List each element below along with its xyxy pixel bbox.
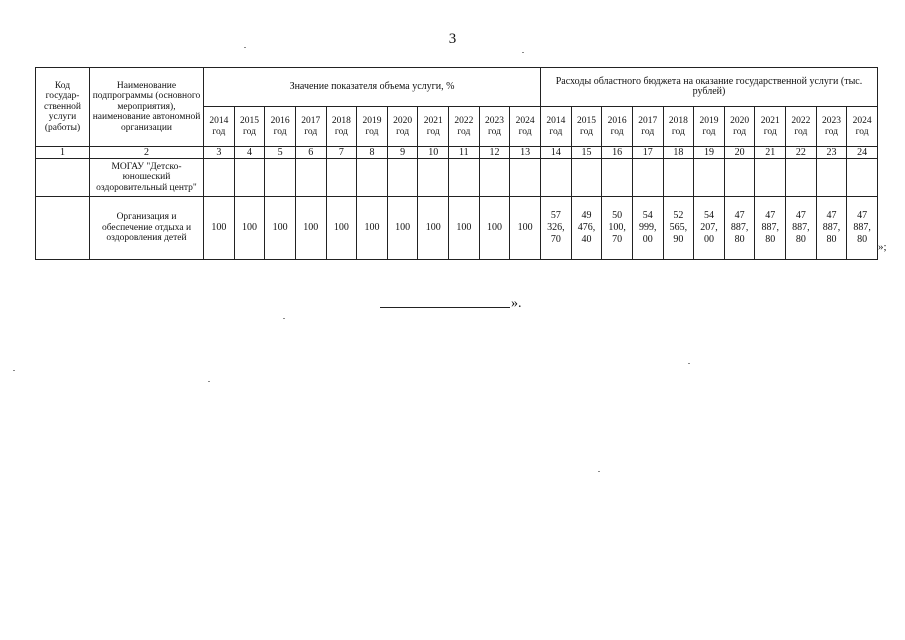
column-number-cell: 1 <box>36 147 90 159</box>
year-suffix: год <box>518 126 532 137</box>
empty-value-cell <box>357 159 388 197</box>
empty-value-cell <box>663 159 694 197</box>
scan-speck <box>598 471 600 472</box>
header-name: Наименование подпрограммы (основного мероприятия), наименование автономной организации <box>90 68 204 147</box>
year-header-cell <box>847 107 878 147</box>
column-number-cell: 22 <box>786 147 817 159</box>
year-header-cell <box>449 107 480 147</box>
row-end-mark: »; <box>878 241 887 253</box>
year-suffix: год <box>396 126 410 137</box>
scan-speck <box>522 52 524 53</box>
budget-value-cell: 57 326, 70 <box>541 197 572 260</box>
year-label: 2017 <box>638 116 658 126</box>
empty-value-cell <box>786 159 817 197</box>
column-number-cell: 4 <box>234 147 265 159</box>
column-number-cell: 10 <box>418 147 449 159</box>
year-header-cell <box>387 107 418 147</box>
scan-speck <box>688 363 690 364</box>
scan-speck <box>13 370 15 371</box>
column-number-cell: 23 <box>816 147 847 159</box>
empty-value-cell <box>449 159 480 197</box>
year-label: 2015 <box>239 116 259 126</box>
year-label: 2020 <box>393 116 413 126</box>
header-code: Код государ-ственной услуги (работы) <box>36 68 90 147</box>
budget-value-cell: 52 565, 90 <box>663 197 694 260</box>
budget-table <box>35 67 878 260</box>
year-label: 2022 <box>454 116 474 126</box>
service-row <box>36 197 878 260</box>
year-header-cell <box>295 107 326 147</box>
column-number-cell: 3 <box>204 147 235 159</box>
scan-speck <box>244 47 246 48</box>
year-header-cell <box>755 107 786 147</box>
year-header-cell <box>786 107 817 147</box>
year-label: 2021 <box>423 116 443 126</box>
year-header-cell <box>234 107 265 147</box>
column-number-cell: 20 <box>724 147 755 159</box>
year-header-cell <box>602 107 633 147</box>
year-label: 2024 <box>515 116 535 126</box>
empty-value-cell <box>418 159 449 197</box>
empty-value-cell <box>479 159 510 197</box>
budget-value-cell: 54 207, 00 <box>694 197 725 260</box>
year-suffix: год <box>212 126 226 137</box>
header-budget-group: Расходы областного бюджета на оказание государственной услуги (тыс. рублей) <box>541 68 878 107</box>
year-label: 2020 <box>730 116 750 126</box>
year-label: 2014 <box>546 116 566 126</box>
scan-speck <box>208 381 210 382</box>
column-number-row <box>36 147 878 159</box>
year-suffix: год <box>610 126 624 137</box>
header-volume-group: Значение показателя объема услуги, % <box>204 68 541 107</box>
empty-value-cell <box>510 159 541 197</box>
volume-value-cell: 100 <box>234 197 265 260</box>
volume-value-cell: 100 <box>510 197 541 260</box>
empty-value-cell <box>632 159 663 197</box>
year-suffix: год <box>671 126 685 137</box>
empty-value-cell <box>295 159 326 197</box>
empty-value-cell <box>204 159 235 197</box>
budget-value-cell: 47 887, 80 <box>786 197 817 260</box>
column-number-cell: 6 <box>295 147 326 159</box>
budget-value-cell: 54 999, 00 <box>632 197 663 260</box>
column-number-cell: 14 <box>541 147 572 159</box>
year-label: 2014 <box>209 116 229 126</box>
year-suffix: год <box>334 126 348 137</box>
budget-value-cell: 47 887, 80 <box>724 197 755 260</box>
service-name-cell: Организация и обеспечение отдыха и оздоровления детей <box>90 197 204 260</box>
volume-value-cell: 100 <box>449 197 480 260</box>
year-label: 2015 <box>576 116 596 126</box>
year-suffix: год <box>487 126 501 137</box>
year-suffix: год <box>549 126 563 137</box>
year-suffix: год <box>763 126 777 137</box>
org-name-cell: МОГАУ "Детско-юношеский оздоровительный центр" <box>90 159 204 197</box>
year-label: 2023 <box>821 116 841 126</box>
year-header-cell <box>326 107 357 147</box>
year-suffix: год <box>794 126 808 137</box>
year-label: 2017 <box>301 116 321 126</box>
year-label: 2019 <box>362 116 382 126</box>
year-suffix: год <box>824 126 838 137</box>
year-suffix: год <box>457 126 471 137</box>
column-number-cell: 19 <box>694 147 725 159</box>
year-header-cell <box>510 107 541 147</box>
empty-value-cell <box>755 159 786 197</box>
column-number-cell: 5 <box>265 147 296 159</box>
volume-value-cell: 100 <box>357 197 388 260</box>
volume-value-cell: 100 <box>479 197 510 260</box>
year-label: 2023 <box>484 116 504 126</box>
scan-speck <box>283 318 285 319</box>
column-number-cell: 11 <box>449 147 480 159</box>
service-code-cell <box>36 197 90 260</box>
empty-value-cell <box>571 159 602 197</box>
empty-value-cell <box>724 159 755 197</box>
year-suffix: год <box>855 126 869 137</box>
budget-value-cell: 50 100, 70 <box>602 197 633 260</box>
empty-value-cell <box>602 159 633 197</box>
year-suffix: год <box>579 126 593 137</box>
closing-mark: ». <box>511 296 522 311</box>
empty-value-cell <box>387 159 418 197</box>
volume-value-cell: 100 <box>204 197 235 260</box>
column-number-cell: 16 <box>602 147 633 159</box>
year-header-cell <box>357 107 388 147</box>
header-row-groups <box>36 68 878 107</box>
org-code-cell <box>36 159 90 197</box>
column-number-cell: 7 <box>326 147 357 159</box>
volume-value-cell: 100 <box>387 197 418 260</box>
year-suffix: год <box>365 126 379 137</box>
volume-value-cell: 100 <box>418 197 449 260</box>
column-number-cell: 13 <box>510 147 541 159</box>
year-header-cell <box>479 107 510 147</box>
year-suffix: год <box>304 126 318 137</box>
year-suffix: год <box>733 126 747 137</box>
organization-row <box>36 159 878 197</box>
year-suffix: год <box>242 126 256 137</box>
year-label: 2021 <box>760 116 780 126</box>
column-number-cell: 24 <box>847 147 878 159</box>
volume-value-cell: 100 <box>265 197 296 260</box>
closing-underline <box>380 293 510 308</box>
year-label: 2019 <box>699 116 719 126</box>
column-number-cell: 18 <box>663 147 694 159</box>
year-header-cell <box>694 107 725 147</box>
column-number-cell: 8 <box>357 147 388 159</box>
column-number-cell: 9 <box>387 147 418 159</box>
year-label: 2016 <box>607 116 627 126</box>
volume-value-cell: 100 <box>326 197 357 260</box>
year-header-cell <box>816 107 847 147</box>
year-header-cell <box>418 107 449 147</box>
year-header-cell <box>724 107 755 147</box>
year-suffix: год <box>641 126 655 137</box>
empty-value-cell <box>847 159 878 197</box>
budget-value-cell: 49 476, 40 <box>571 197 602 260</box>
empty-value-cell <box>326 159 357 197</box>
year-header-cell <box>571 107 602 147</box>
column-number-cell: 21 <box>755 147 786 159</box>
year-suffix: год <box>426 126 440 137</box>
year-header-cell <box>265 107 296 147</box>
year-suffix: год <box>702 126 716 137</box>
year-label: 2018 <box>668 116 688 126</box>
empty-value-cell <box>816 159 847 197</box>
budget-value-cell: 47 887, 80 <box>847 197 878 260</box>
empty-value-cell <box>234 159 265 197</box>
budget-value-cell: 47 887, 80 <box>816 197 847 260</box>
column-number-cell: 15 <box>571 147 602 159</box>
year-suffix: год <box>273 126 287 137</box>
column-number-cell: 17 <box>632 147 663 159</box>
empty-value-cell <box>265 159 296 197</box>
empty-value-cell <box>541 159 572 197</box>
year-label: 2022 <box>791 116 811 126</box>
budget-value-cell: 47 887, 80 <box>755 197 786 260</box>
year-header-cell <box>204 107 235 147</box>
column-number-cell: 2 <box>90 147 204 159</box>
page-number: 3 <box>448 31 457 47</box>
year-label: 2024 <box>852 116 872 126</box>
year-label: 2018 <box>331 116 351 126</box>
year-label: 2016 <box>270 116 290 126</box>
year-header-cell <box>632 107 663 147</box>
year-header-cell <box>541 107 572 147</box>
empty-value-cell <box>694 159 725 197</box>
year-header-cell <box>663 107 694 147</box>
volume-value-cell: 100 <box>295 197 326 260</box>
column-number-cell: 12 <box>479 147 510 159</box>
